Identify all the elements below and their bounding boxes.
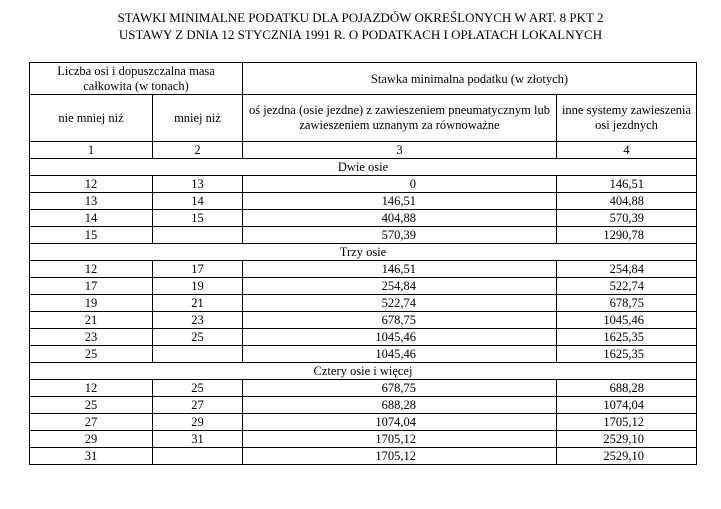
section-label: Dwie osie <box>30 159 697 176</box>
cell-max-mass: 25 <box>153 329 243 346</box>
cell-min-mass: 13 <box>30 193 153 210</box>
table-row <box>30 448 697 465</box>
cell-min-mass: 12 <box>30 261 153 278</box>
column-number-1: 1 <box>30 142 153 159</box>
table-row <box>30 295 697 312</box>
header-rate: Stawka minimalna podatku (w złotych) <box>243 63 697 95</box>
cell-rate-other: 1045,46 <box>557 312 697 329</box>
cell-max-mass <box>153 448 243 465</box>
document-title-line-2: USTAWY Z DNIA 12 STYCZNIA 1991 R. O PODATKACH I OPŁATACH LOKALNYCH <box>118 27 603 42</box>
cell-rate-other: 1705,12 <box>557 414 697 431</box>
header-row-2 <box>30 95 697 142</box>
cell-rate-other: 146,51 <box>557 176 697 193</box>
table-row <box>30 176 697 193</box>
cell-min-mass: 25 <box>30 397 153 414</box>
header-max: mniej niż <box>153 95 243 142</box>
table-row <box>30 431 697 448</box>
cell-rate-pneumatic: 678,75 <box>243 380 557 397</box>
cell-rate-pneumatic: 688,28 <box>243 397 557 414</box>
cell-min-mass: 29 <box>30 431 153 448</box>
table-row <box>30 210 697 227</box>
header-pneumatic: oś jezdna (osie jezdne) z zawieszeniem pneumatycznym lub zawieszeniem uznanym za równoważne <box>243 95 557 142</box>
cell-max-mass: 25 <box>153 380 243 397</box>
table-row <box>30 193 697 210</box>
cell-rate-pneumatic: 1705,12 <box>243 431 557 448</box>
cell-rate-other: 678,75 <box>557 295 697 312</box>
cell-min-mass: 12 <box>30 380 153 397</box>
column-number-4: 4 <box>557 142 697 159</box>
cell-rate-other: 2529,10 <box>557 448 697 465</box>
document-title-line-1: STAWKI MINIMALNE PODATKU DLA POJAZDÓW OKREŚLONYCH W ART. 8 PKT 2 <box>117 10 604 25</box>
section-label: Cztery osie i więcej <box>30 363 697 380</box>
cell-max-mass: 19 <box>153 278 243 295</box>
cell-rate-pneumatic: 404,88 <box>243 210 557 227</box>
cell-min-mass: 25 <box>30 346 153 363</box>
cell-rate-other: 1290,78 <box>557 227 697 244</box>
cell-rate-pneumatic: 146,51 <box>243 261 557 278</box>
header-other: inne systemy zawieszenia osi jezdnych <box>557 95 697 142</box>
table-row <box>30 414 697 431</box>
rates-table <box>29 62 697 465</box>
header-min: nie mniej niż <box>30 95 153 142</box>
cell-rate-pneumatic: 1045,46 <box>243 346 557 363</box>
cell-min-mass: 21 <box>30 312 153 329</box>
table-row <box>30 346 697 363</box>
cell-min-mass: 27 <box>30 414 153 431</box>
cell-rate-pneumatic: 1705,12 <box>243 448 557 465</box>
cell-rate-pneumatic: 0 <box>243 176 557 193</box>
cell-min-mass: 17 <box>30 278 153 295</box>
cell-min-mass: 12 <box>30 176 153 193</box>
cell-max-mass <box>153 227 243 244</box>
section-label: Trzy osie <box>30 244 697 261</box>
table-row <box>30 278 697 295</box>
cell-rate-other: 1625,35 <box>557 346 697 363</box>
column-number-3: 3 <box>243 142 557 159</box>
cell-max-mass: 13 <box>153 176 243 193</box>
table-row <box>30 261 697 278</box>
cell-rate-pneumatic: 146,51 <box>243 193 557 210</box>
cell-rate-other: 404,88 <box>557 193 697 210</box>
cell-max-mass <box>153 346 243 363</box>
section-row <box>30 159 697 176</box>
cell-rate-pneumatic: 522,74 <box>243 295 557 312</box>
column-number-2: 2 <box>153 142 243 159</box>
cell-max-mass: 15 <box>153 210 243 227</box>
cell-rate-pneumatic: 570,39 <box>243 227 557 244</box>
cell-max-mass: 29 <box>153 414 243 431</box>
cell-rate-other: 1625,35 <box>557 329 697 346</box>
cell-max-mass: 31 <box>153 431 243 448</box>
cell-min-mass: 19 <box>30 295 153 312</box>
cell-rate-other: 254,84 <box>557 261 697 278</box>
cell-rate-pneumatic: 1045,46 <box>243 329 557 346</box>
cell-rate-other: 1074,04 <box>557 397 697 414</box>
header-row-1 <box>30 63 697 95</box>
cell-max-mass: 27 <box>153 397 243 414</box>
cell-min-mass: 23 <box>30 329 153 346</box>
table-row <box>30 380 697 397</box>
cell-max-mass: 23 <box>153 312 243 329</box>
cell-rate-other: 2529,10 <box>557 431 697 448</box>
cell-max-mass: 21 <box>153 295 243 312</box>
cell-rate-pneumatic: 1074,04 <box>243 414 557 431</box>
cell-max-mass: 14 <box>153 193 243 210</box>
table-row <box>30 227 697 244</box>
cell-rate-pneumatic: 678,75 <box>243 312 557 329</box>
cell-rate-other: 570,39 <box>557 210 697 227</box>
column-number-row <box>30 142 697 159</box>
cell-rate-other: 522,74 <box>557 278 697 295</box>
cell-min-mass: 14 <box>30 210 153 227</box>
section-row <box>30 363 697 380</box>
table-row <box>30 312 697 329</box>
header-axles-mass: Liczba osi i dopuszczalna masa całkowita (w tonach) <box>30 63 243 95</box>
cell-rate-other: 688,28 <box>557 380 697 397</box>
table-row <box>30 397 697 414</box>
table-row <box>30 329 697 346</box>
cell-max-mass: 17 <box>153 261 243 278</box>
cell-min-mass: 31 <box>30 448 153 465</box>
section-row <box>30 244 697 261</box>
cell-rate-pneumatic: 254,84 <box>243 278 557 295</box>
cell-min-mass: 15 <box>30 227 153 244</box>
